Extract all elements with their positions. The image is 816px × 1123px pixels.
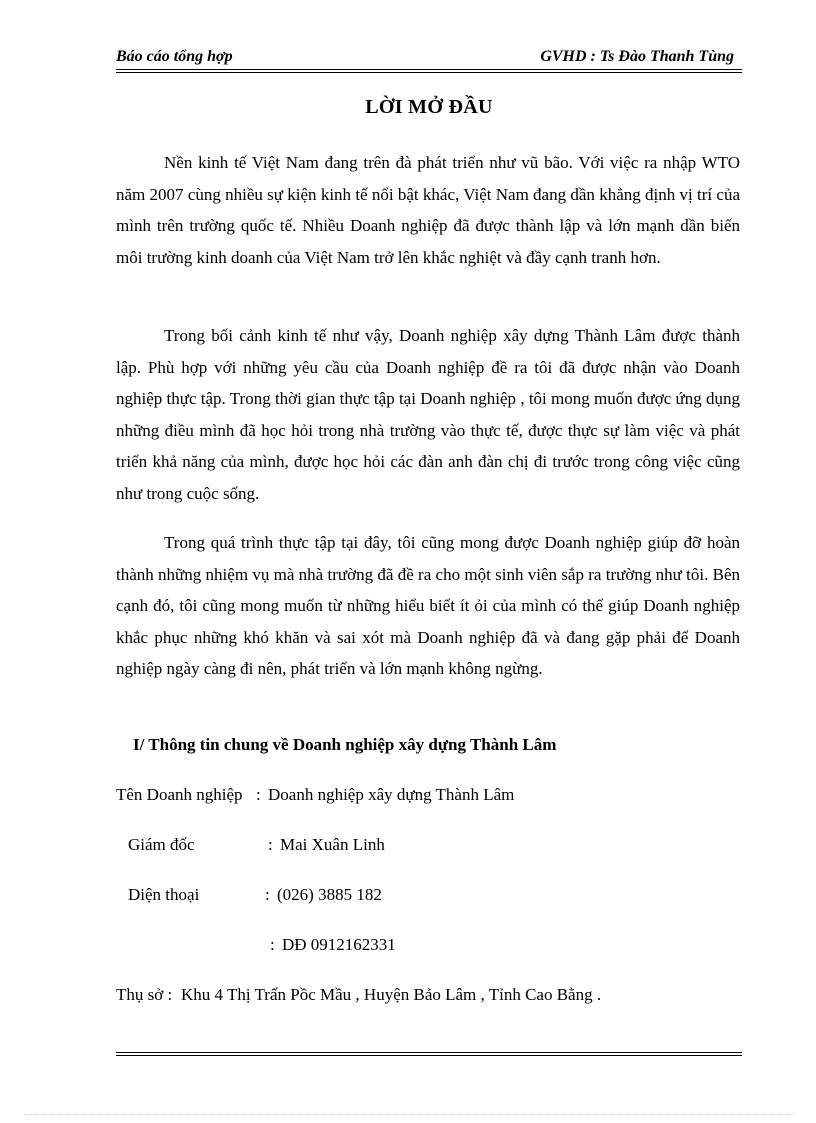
- page-title: LỜI MỞ ĐẦU: [365, 96, 493, 118]
- mobile-separator: :: [270, 935, 275, 954]
- mobile-value: DĐ 0912162331: [282, 935, 396, 954]
- footer-divider-bottom: [116, 1055, 742, 1056]
- page-header: [116, 44, 742, 70]
- header-report-title: Báo cáo tổng hợp: [116, 48, 233, 65]
- header-divider-top: [116, 69, 742, 70]
- director-label: Giám đốc: [128, 835, 195, 854]
- header-divider-bottom: [116, 72, 742, 73]
- intro-paragraph-3: Trong quá trình thực tập tại đây, tôi cũng mong được Doanh nghiệp giúp đỡ hoàn thành những nhiệm vụ mà nhà trường đã đề ra cho một sinh viên sắp ra trường như tôi. Bên cạnh đó, tôi cũng mong muốn từ những hiểu biết ít ỏi của mình có thể giúp Doanh nghiệp khắc phục những khó khăn và sai xót mà Doanh nghiệp đã và đang gặp phải để Doanh nghiệp ngày càng đi nên, phát triển và lớn mạnh không ngừng.: [116, 533, 740, 678]
- company-name-label: Tên Doanh nghiệp: [116, 785, 243, 804]
- phone-value: (026) 3885 182: [277, 885, 382, 904]
- header-supervisor: GVHD : Ts Đào Thanh Tùng: [540, 48, 734, 65]
- company-name-value: Doanh nghiệp xây dựng Thành Lâm: [268, 785, 515, 804]
- phone-label: Diện thoại: [128, 885, 200, 904]
- section-heading: I/ Thông tin chung về Doanh nghiệp xây dựng Thành Lâm: [133, 735, 557, 754]
- phone-separator: :: [265, 885, 270, 904]
- company-name-separator: :: [256, 785, 261, 804]
- director-separator: :: [268, 835, 273, 854]
- address-value: Khu 4 Thị Trấn Pồc Mầu , Huyện Bảo Lâm , Tỉnh Cao Bằng .: [181, 985, 602, 1004]
- address-label: Thụ sở :: [116, 985, 173, 1004]
- intro-paragraph-1: Nền kinh tế Việt Nam đang trên đà phát triển như vũ bão. Với việc ra nhập WTO năm 2007 cùng nhiều sự kiện kinh tế nổi bật khác, Việt Nam đang dần khẳng định vị trí của mình trên trường quốc tế. Nhiều Doanh nghiệp đã được thành lập và lớn mạnh dần biến môi trường kinh doanh của Việt Nam trở lên khắc nghiệt và đầy cạnh tranh hơn.: [116, 153, 740, 267]
- director-value: Mai Xuân Linh: [280, 835, 385, 854]
- page-edge-dotted-line: [24, 1114, 794, 1115]
- footer-divider-top: [116, 1052, 742, 1053]
- intro-paragraph-2: Trong bối cảnh kinh tế như vậy, Doanh nghiệp xây dựng Thành Lâm được thành lập. Phù hợp với những yêu cầu của Doanh nghiệp đề ra tôi đã được nhận vào Doanh nghiệp thực tập. Trong thời gian thực tập tại Doanh nghiệp , tôi mong muốn được ứng dụng những điều mình đã học hỏi trong nhà trường vào thực tế, được thực sự làm việc và phát triển khả năng của mình, được học hỏi các đàn anh đàn chị đi trước trong công việc cũng như trong cuộc sống.: [116, 326, 740, 503]
